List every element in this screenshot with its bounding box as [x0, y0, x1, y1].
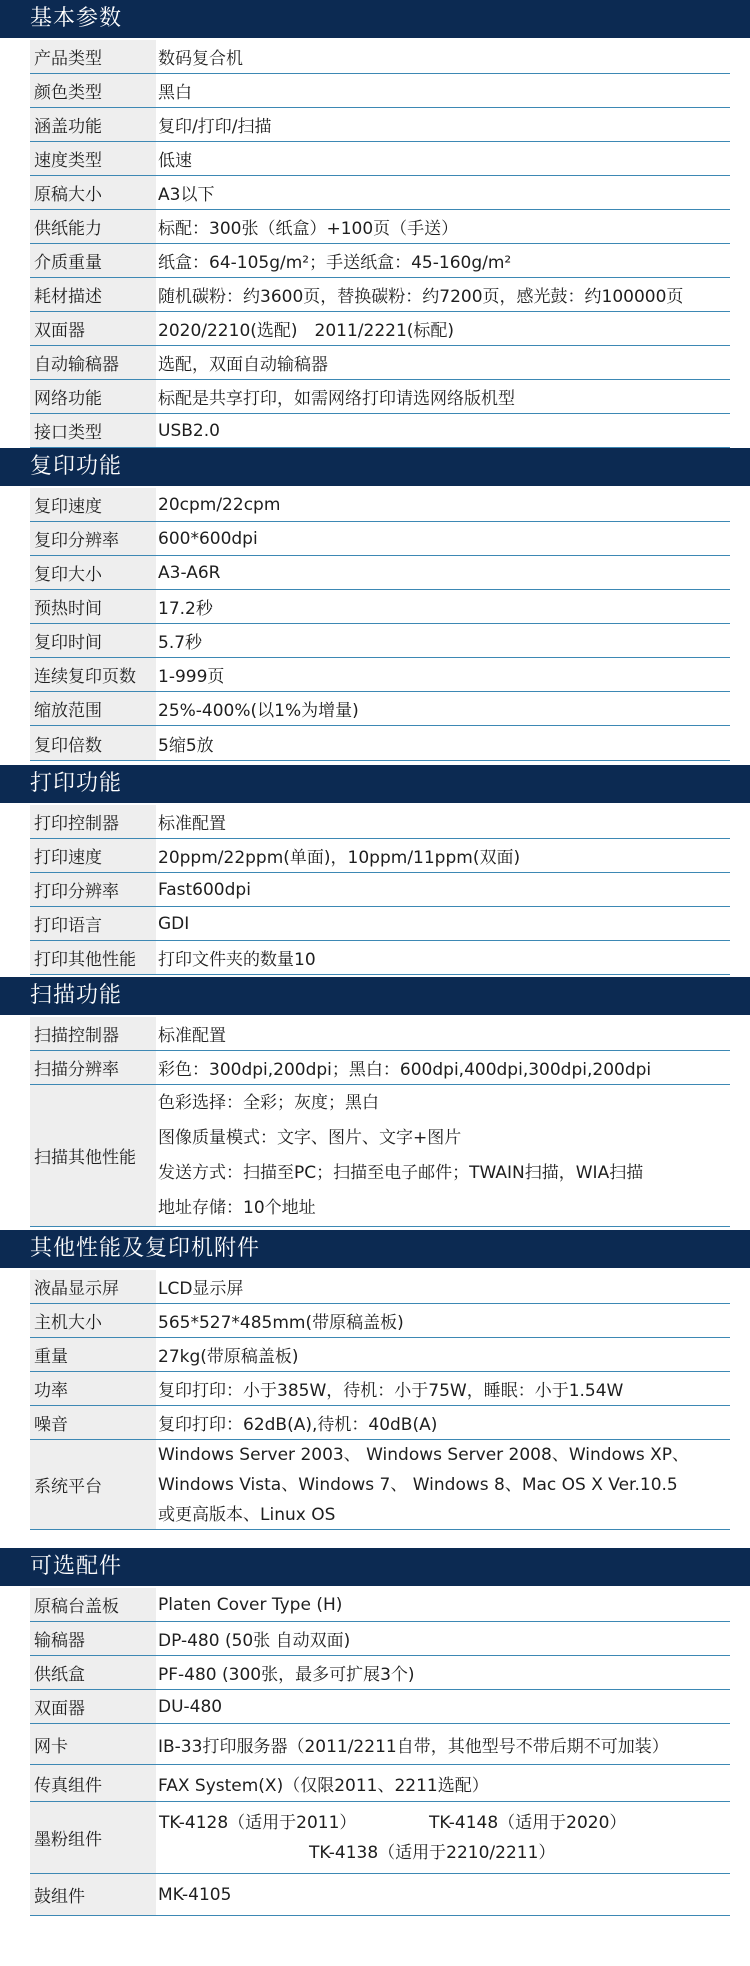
spec-value-line: A3-A6R — [158, 562, 221, 583]
spec-value-line: MK-4105 — [158, 1884, 232, 1905]
spec-value-line: 地址存储：10个地址 — [158, 1197, 316, 1218]
spec-value-line: GDI — [158, 913, 190, 934]
spec-value-line: 5缩5放 — [158, 735, 214, 756]
spec-row — [30, 488, 730, 522]
spec-label: 复印速度 — [30, 488, 156, 521]
spec-value-line: 低速 — [158, 151, 192, 171]
spec-value — [158, 380, 730, 413]
spec-value-line: 2020/2210(选配) 2011/2221(标配) — [158, 321, 455, 341]
spec-row — [30, 1802, 730, 1874]
spec-label: 打印其他性能 — [30, 941, 156, 974]
spec-value-line: Windows Server 2003、 Windows Server 2008、Windows XP、 — [158, 1444, 690, 1465]
spec-row — [30, 1372, 730, 1406]
spec-row — [30, 380, 730, 414]
spec-label: 双面器 — [30, 312, 156, 345]
spec-row — [30, 1085, 730, 1227]
spec-value — [158, 726, 730, 760]
spec-label: 复印分辨率 — [30, 522, 156, 555]
spec-value-line: PF-480 (300张，最多可扩展3个) — [158, 1665, 415, 1685]
spec-value — [158, 1051, 730, 1084]
spec-value-line: Platen Cover Type (H) — [158, 1594, 343, 1615]
spec-label: 耗材描述 — [30, 278, 156, 311]
spec-value-line: 20cpm/22cpm — [158, 494, 281, 515]
spec-value-line: A3以下 — [158, 185, 215, 205]
spec-value — [158, 346, 730, 379]
spec-value — [158, 74, 730, 107]
spec-row — [30, 805, 730, 839]
spec-value-line: 20ppm/22ppm(单面)，10ppm/11ppm(双面) — [158, 848, 521, 868]
spec-row — [30, 414, 730, 448]
spec-value-line: 纸盒：64-105g/m²；手送纸盒：45-160g/m² — [158, 253, 512, 273]
spec-value — [158, 1372, 730, 1405]
spec-value-line: 标配是共享打印，如需网络打印请选网络版机型 — [158, 389, 515, 409]
spec-row — [30, 244, 730, 278]
spec-label: 复印大小 — [30, 556, 156, 589]
spec-value — [158, 1270, 730, 1303]
spec-row — [30, 1588, 730, 1622]
spec-value-line: 5.7秒 — [158, 633, 203, 653]
spec-value — [158, 1622, 730, 1655]
spec-row — [30, 624, 730, 658]
spec-value — [158, 624, 730, 657]
spec-label: 网卡 — [30, 1724, 156, 1764]
spec-value — [158, 40, 730, 73]
spec-value-cell: TK-4128（适用于2011） — [159, 1812, 357, 1833]
spec-value-line: 17.2秒 — [158, 599, 213, 619]
section-header: 复印功能 — [0, 448, 750, 486]
spec-value — [158, 805, 730, 838]
spec-value — [158, 278, 730, 311]
spec-value-line: 打印文件夹的数量10 — [158, 950, 316, 970]
spec-label: 原稿台盖板 — [30, 1588, 156, 1621]
spec-value-line: LCD显示屏 — [158, 1279, 244, 1299]
spec-value-line: Windows Vista、Windows 7、 Windows 8、Mac OS X Ver.10.5 — [158, 1474, 678, 1495]
spec-value — [158, 176, 730, 209]
spec-value-line: 图像质量模式：文字、图片、文字+图片 — [158, 1127, 462, 1148]
spec-value — [158, 1656, 730, 1689]
spec-value — [158, 907, 730, 940]
spec-row — [30, 941, 730, 975]
spec-value — [158, 941, 730, 974]
spec-row — [30, 1724, 730, 1765]
spec-row — [30, 108, 730, 142]
spec-row — [30, 590, 730, 624]
spec-label: 打印语言 — [30, 907, 156, 940]
spec-value-line: 1-999页 — [158, 667, 225, 687]
spec-value-line: 选配，双面自动输稿器 — [158, 355, 328, 375]
spec-label: 连续复印页数 — [30, 658, 156, 691]
spec-label: 主机大小 — [30, 1304, 156, 1337]
spec-value-line: 色彩选择：全彩；灰度；黑白 — [158, 1092, 379, 1113]
spec-value-line: 25%-400%(以1%为增量) — [158, 701, 359, 721]
spec-row — [30, 873, 730, 907]
spec-row — [30, 1765, 730, 1802]
spec-label: 输稿器 — [30, 1622, 156, 1655]
spec-label: 预热时间 — [30, 590, 156, 623]
spec-row — [30, 1622, 730, 1656]
spec-value — [158, 210, 730, 243]
spec-row — [30, 1304, 730, 1338]
spec-value-line: FAX System(X)（仅限2011、2211选配） — [158, 1775, 489, 1796]
spec-row — [30, 1406, 730, 1440]
spec-value-line: IB-33打印服务器（2011/2211自带，其他型号不带后期不可加装） — [158, 1736, 669, 1757]
spec-label: 扫描分辨率 — [30, 1051, 156, 1084]
spec-label: 鼓组件 — [30, 1874, 156, 1915]
spec-row — [30, 1338, 730, 1372]
spec-label: 液晶显示屏 — [30, 1270, 156, 1303]
spec-value — [158, 1406, 730, 1439]
spec-label: 功率 — [30, 1372, 156, 1405]
spec-value — [158, 658, 730, 691]
spec-value-line: DU-480 — [158, 1696, 223, 1717]
spec-label: 速度类型 — [30, 142, 156, 175]
spec-value — [158, 414, 730, 447]
spec-row — [30, 1440, 730, 1530]
spec-value — [158, 1588, 730, 1621]
spec-row — [30, 1690, 730, 1724]
spec-value — [158, 1304, 730, 1337]
spec-value-line: 600*600dpi — [158, 528, 258, 549]
spec-row — [30, 278, 730, 312]
spec-label: 介质重量 — [30, 244, 156, 277]
spec-label: 打印速度 — [30, 839, 156, 872]
spec-value — [158, 312, 730, 345]
spec-value-line: DP-480 (50张 自动双面) — [158, 1631, 351, 1651]
spec-value — [158, 1802, 730, 1873]
spec-value-cell: TK-4138（适用于2210/2211） — [309, 1842, 556, 1863]
spec-value — [158, 1085, 730, 1226]
spec-label: 系统平台 — [30, 1440, 156, 1529]
spec-label: 复印时间 — [30, 624, 156, 657]
spec-value-line: 标准配置 — [158, 1026, 226, 1046]
spec-value — [158, 692, 730, 725]
spec-value-line: 黑白 — [158, 83, 192, 103]
spec-row — [30, 556, 730, 590]
spec-value — [158, 244, 730, 277]
spec-value-line: USB2.0 — [158, 420, 220, 441]
spec-label: 产品类型 — [30, 40, 156, 73]
spec-label: 噪音 — [30, 1406, 156, 1439]
spec-value-line: 标准配置 — [158, 814, 226, 834]
spec-value-line: 随机碳粉：约3600页，替换碳粉：约7200页，感光鼓：约100000页 — [158, 287, 684, 307]
section-header: 可选配件 — [0, 1548, 750, 1586]
spec-value — [158, 488, 730, 521]
spec-row — [30, 658, 730, 692]
spec-value — [158, 556, 730, 589]
spec-row — [30, 1017, 730, 1051]
spec-label: 原稿大小 — [30, 176, 156, 209]
spec-row — [30, 1874, 730, 1916]
spec-label: 颜色类型 — [30, 74, 156, 107]
section-header: 其他性能及复印机附件 — [0, 1230, 750, 1268]
section-header: 打印功能 — [0, 765, 750, 803]
spec-row — [30, 312, 730, 346]
spec-row — [30, 1270, 730, 1304]
spec-value — [158, 142, 730, 175]
spec-value — [158, 873, 730, 906]
spec-value-cell: TK-4148（适用于2020） — [429, 1812, 627, 1833]
spec-value — [158, 1440, 730, 1529]
spec-value-line: 565*527*485mm(带原稿盖板) — [158, 1313, 404, 1333]
spec-row — [30, 210, 730, 244]
spec-label: 扫描控制器 — [30, 1017, 156, 1050]
spec-label: 接口类型 — [30, 414, 156, 447]
spec-value-line: 发送方式：扫描至PC；扫描至电子邮件；TWAIN扫描，WIA扫描 — [158, 1162, 644, 1183]
spec-row — [30, 346, 730, 380]
spec-value-line: 彩色：300dpi,200dpi；黑白：600dpi,400dpi,300dpi,200dpi — [158, 1060, 652, 1080]
spec-label: 涵盖功能 — [30, 108, 156, 141]
spec-row — [30, 522, 730, 556]
spec-value — [158, 1874, 730, 1915]
spec-value — [158, 590, 730, 623]
spec-value-line: 或更高版本、Linux OS — [158, 1504, 336, 1525]
spec-row — [30, 726, 730, 761]
spec-value — [158, 1724, 730, 1764]
spec-value-line: 27kg(带原稿盖板) — [158, 1347, 299, 1367]
spec-value-line: Fast600dpi — [158, 879, 251, 900]
spec-label: 双面器 — [30, 1690, 156, 1723]
spec-label: 打印分辨率 — [30, 873, 156, 906]
spec-label: 供纸盒 — [30, 1656, 156, 1689]
spec-row — [30, 40, 730, 74]
spec-label: 自动输稿器 — [30, 346, 156, 379]
spec-label: 复印倍数 — [30, 726, 156, 760]
spec-label: 重量 — [30, 1338, 156, 1371]
spec-value — [158, 522, 730, 555]
spec-value-line: 标配：300张（纸盒）+100页（手送） — [158, 219, 459, 239]
section-header: 扫描功能 — [0, 977, 750, 1015]
spec-value-line: 复印打印：小于385W，待机：小于75W，睡眠：小于1.54W — [158, 1381, 624, 1401]
spec-row — [30, 839, 730, 873]
spec-label: 扫描其他性能 — [30, 1085, 156, 1226]
spec-row — [30, 142, 730, 176]
spec-row — [30, 176, 730, 210]
spec-label: 供纸能力 — [30, 210, 156, 243]
spec-value — [158, 1017, 730, 1050]
spec-value — [158, 1338, 730, 1371]
spec-row — [30, 1656, 730, 1690]
spec-value-line: 数码复合机 — [158, 49, 243, 69]
spec-label: 缩放范围 — [30, 692, 156, 725]
spec-row — [30, 692, 730, 726]
spec-label: 传真组件 — [30, 1765, 156, 1801]
spec-row — [30, 74, 730, 108]
spec-label: 网络功能 — [30, 380, 156, 413]
spec-value — [158, 1690, 730, 1723]
spec-value — [158, 108, 730, 141]
spec-value — [158, 839, 730, 872]
spec-label: 墨粉组件 — [30, 1802, 156, 1873]
section-header: 基本参数 — [0, 0, 750, 38]
spec-label: 打印控制器 — [30, 805, 156, 838]
spec-value-line: 复印/打印/扫描 — [158, 117, 272, 137]
spec-row — [30, 907, 730, 941]
spec-value — [158, 1765, 730, 1801]
spec-row — [30, 1051, 730, 1085]
spec-value-line: 复印打印：62dB(A),待机：40dB(A) — [158, 1415, 438, 1435]
